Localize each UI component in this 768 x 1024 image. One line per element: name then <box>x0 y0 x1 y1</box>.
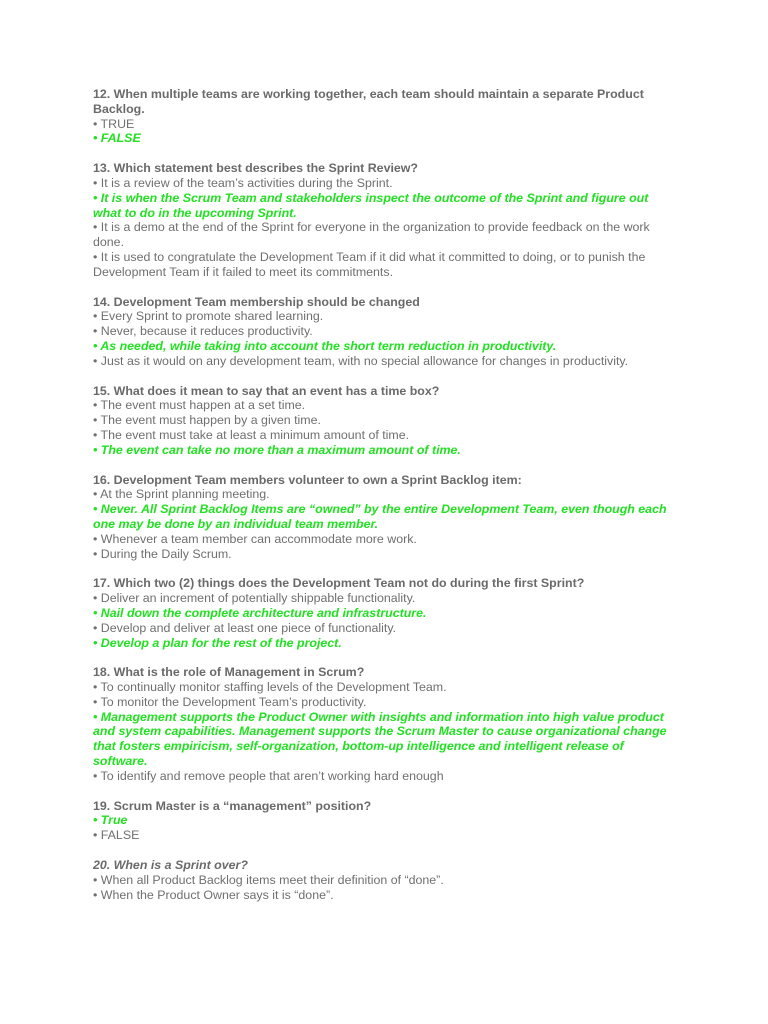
question-title: 12. When multiple teams are working together, each team should maintain a separate Product Backlog. <box>93 87 644 116</box>
question-title: 16. Development Team members volunteer to own a Sprint Backlog item: <box>93 472 522 487</box>
answer-option: • The event must happen at a set time. <box>93 398 306 413</box>
correct-answer-option: • The event can take no more than a maximum amount of time. <box>93 442 461 457</box>
question-block <box>93 87 678 146</box>
answer-option: • It is a review of the team’s activities during the Sprint. <box>93 175 393 190</box>
correct-answer-option: • As needed, while taking into account the short term reduction in productivity. <box>93 338 557 353</box>
correct-answer-option: • It is when the Scrum Team and stakeholders inspect the outcome of the Sprint and figure out what to do in the upcoming Sprint. <box>93 190 649 220</box>
question-title: 20. When is a Sprint over? <box>93 858 248 873</box>
question-block <box>93 858 678 902</box>
answer-option: • Just as it would on any development team, with no special allowance for changes in productivity. <box>93 353 629 368</box>
answer-option: • During the Daily Scrum. <box>93 546 232 561</box>
question-title: 14. Development Team membership should be changed <box>93 294 420 309</box>
question-block <box>93 161 678 279</box>
answer-option: • Deliver an increment of potentially shippable functionality. <box>93 591 416 606</box>
answer-option: • To identify and remove people that aren’t working hard enough <box>93 768 444 783</box>
question-title: 18. What is the role of Management in Scrum? <box>93 665 365 680</box>
answer-option: • It is a demo at the end of the Sprint for everyone in the organization to provide feedback on the work done. <box>93 220 650 250</box>
answer-option: • To monitor the Development Team’s productivity. <box>93 694 367 709</box>
question-title: 19. Scrum Master is a “management” position? <box>93 798 372 813</box>
answer-option: • Whenever a team member can accommodate more work. <box>93 531 417 546</box>
question-block <box>93 665 678 783</box>
answer-option: • Never, because it reduces productivity. <box>93 324 313 339</box>
question-title: 17. Which two (2) things does the Development Team not do during the first Sprint? <box>93 576 585 591</box>
question-block <box>93 384 678 458</box>
question-block <box>93 295 678 369</box>
correct-answer-option: • Management supports the Product Owner with insights and information into high value product and system capabilities. Management supports the Scrum Master to cause organizational change that fosters empiricism, self-organization, bottom-up intelligence and intelligent release of software. <box>93 709 667 769</box>
answer-option: • Develop and deliver at least one piece of functionality. <box>93 620 397 635</box>
answer-option: • The event must take at least a minimum amount of time. <box>93 427 410 442</box>
question-title: 13. Which statement best describes the Sprint Review? <box>93 161 419 176</box>
question-block <box>93 473 678 562</box>
correct-answer-option: • Nail down the complete architecture and infrastructure. <box>93 605 427 620</box>
answer-option: • At the Sprint planning meeting. <box>93 487 270 502</box>
answer-option: • It is used to congratulate the Development Team if it did what it committed to doing, or to punish the Development Team if it failed to meet its commitments. <box>93 249 646 279</box>
answer-option: • FALSE <box>93 828 140 843</box>
answer-option: • The event must happen by a given time. <box>93 413 321 428</box>
answer-option: • When all Product Backlog items meet their definition of “done”. <box>93 872 444 887</box>
answer-option: • Every Sprint to promote shared learning. <box>93 309 324 324</box>
answer-option: • To continually monitor staffing levels of the Development Team. <box>93 680 447 695</box>
correct-answer-option: • FALSE <box>93 131 141 146</box>
answer-option: • TRUE <box>93 116 135 131</box>
correct-answer-option: • True <box>93 813 128 828</box>
answer-option: • When the Product Owner says it is “done”. <box>93 887 334 902</box>
question-block <box>93 576 678 650</box>
question-block <box>93 799 678 843</box>
correct-answer-option: • Never. All Sprint Backlog Items are “owned” by the entire Development Team, even though each one may be done by an individual team member. <box>93 502 667 531</box>
correct-answer-option: • Develop a plan for the rest of the project. <box>93 635 342 650</box>
question-title: 15. What does it mean to say that an event has a time box? <box>93 383 440 398</box>
